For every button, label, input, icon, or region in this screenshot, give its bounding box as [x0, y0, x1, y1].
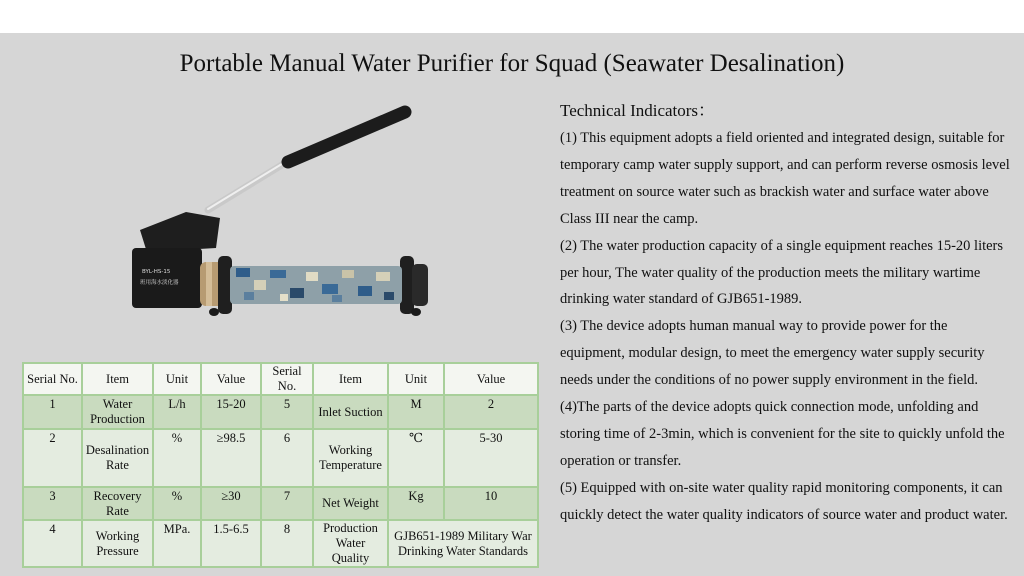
end-cap [412, 264, 428, 306]
cell-item: Working Temperature [313, 429, 388, 487]
indicator-paragraph: (5) Equipped with on-site water quality rapid monitoring components, it can quickly detect the water quality indicators of source water and product water. [560, 479, 1008, 523]
cell-unit: MPa. [153, 520, 201, 567]
device-label-name: 班用海水淡化器 [140, 280, 179, 286]
cell-unit: M [388, 395, 444, 429]
cell-value: 5-30 [444, 429, 538, 487]
cell-value: 10 [444, 487, 538, 520]
header-value: Value [444, 363, 538, 395]
page-title: Portable Manual Water Purifier for Squad (Seawater Desalination) [179, 50, 845, 77]
technical-indicators-heading: Technical Indicators： [560, 101, 716, 120]
cell-item: Working Pressure [82, 520, 153, 567]
clamp-right [400, 256, 414, 314]
cell-value: ≥98.5 [201, 429, 261, 487]
cell-value: ≥30 [201, 487, 261, 520]
cell-value: 15-20 [201, 395, 261, 429]
cell-unit: L/h [153, 395, 201, 429]
cell-value-merged: GJB651-1989 Military War Drinking Water Standards [388, 520, 538, 567]
cell-serial: 2 [23, 429, 82, 487]
table-row [23, 520, 538, 567]
pump-handle-grip [288, 112, 405, 162]
cell-serial: 4 [23, 520, 82, 567]
technical-indicators [560, 97, 1010, 529]
header-serial-no: Serial No. [261, 363, 313, 395]
indicator-paragraph: (3) The device adopts human manual way to provide power for the equipment, modular design, to meet the emergency water supply security needs under the conditions of no power supply environment in the field. [560, 318, 985, 389]
header-serial-no: Serial No. [23, 363, 82, 395]
cell-value: 2 [444, 395, 538, 429]
cell-item: Production Water Quality [313, 520, 388, 567]
cell-value: 1.5-6.5 [201, 520, 261, 567]
device-label-model: BYL-HS-15 [142, 269, 171, 275]
cell-unit: % [153, 487, 201, 520]
cell-unit: % [153, 429, 201, 487]
table-row [23, 429, 538, 487]
header-item: Item [82, 363, 153, 395]
cell-serial: 5 [261, 395, 313, 429]
header-unit: Unit [388, 363, 444, 395]
header-item: Item [313, 363, 388, 395]
indicator-paragraph: (2) The water production capacity of a single equipment reaches 15-20 liters per hour, The water quality of the production meets the military wartime drinking water standard of GJB651-1989. [560, 237, 1004, 308]
cell-serial: 7 [261, 487, 313, 520]
cell-serial: 6 [261, 429, 313, 487]
table-row [23, 487, 538, 520]
pump-head [132, 248, 202, 308]
cell-item: Recovery Rate [82, 487, 153, 520]
header-value: Value [201, 363, 261, 395]
cell-serial: 1 [23, 395, 82, 429]
cell-item: Net Weight [313, 487, 388, 520]
cell-unit: ℃ [388, 429, 444, 487]
table-header-row [23, 363, 538, 395]
clamp-left [218, 256, 232, 314]
indicator-paragraph: (4)The parts of the device adopts quick connection mode, unfolding and storing time of 2-3min, which is convenient for the site to quickly unfold the operation or transfer. [560, 399, 1005, 469]
specification-table [22, 362, 539, 568]
cell-serial: 8 [261, 520, 313, 567]
cell-item: Desalination Rate [82, 429, 153, 487]
water-purifier-image [120, 100, 450, 330]
header-unit: Unit [153, 363, 201, 395]
cell-unit: Kg [388, 487, 444, 520]
cell-item: Water Production [82, 395, 153, 429]
indicator-paragraph: (1) This equipment adopts a field oriented and integrated design, suitable for temporary camp water supply support, and can perform reverse osmosis level treatment on source water such as brackish water and surface water above Class III near the camp. [560, 130, 1010, 227]
cell-item: Inlet Suction [313, 395, 388, 429]
cell-serial: 3 [23, 487, 82, 520]
table-row [23, 395, 538, 429]
